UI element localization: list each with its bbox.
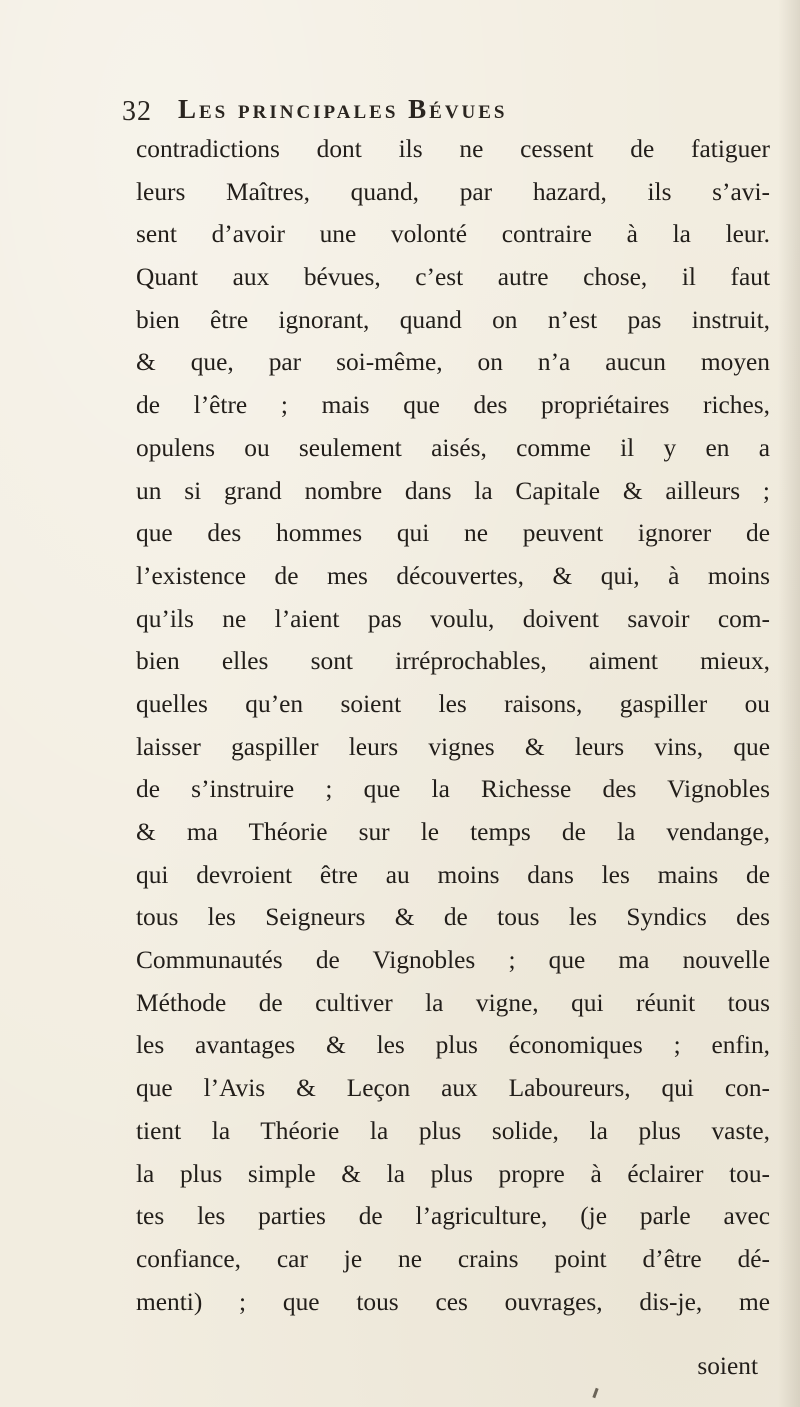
text-line: la plus simple & la plus propre à éclairer tou-: [136, 1159, 770, 1188]
text-line: Quant aux bévues, c’est autre chose, il faut: [136, 263, 770, 292]
ink-mark: [592, 1388, 598, 1398]
text-line: tous les Seigneurs & de tous les Syndics des: [136, 903, 770, 932]
page-number: 32: [122, 96, 152, 127]
text-line: de l’être ; mais que des propriétaires riches,: [136, 391, 770, 420]
text-line: que l’Avis & Leçon aux Laboureurs, qui con-: [136, 1074, 770, 1103]
text-line: bien elles sont irréprochables, aiment mieux,: [136, 647, 770, 676]
text-line: menti) ; que tous ces ouvrages, dis-je, me: [136, 1287, 770, 1316]
text-line: opulens ou seulement aisés, comme il y en a: [136, 433, 770, 462]
text-line: les avantages & les plus économiques ; enfin,: [136, 1031, 770, 1060]
text-line: l’existence de mes découvertes, & qui, à moins: [136, 561, 770, 590]
text-line: quelles qu’en soient les raisons, gaspiller ou: [136, 689, 770, 718]
text-line: bien être ignorant, quand on n’est pas instruit,: [136, 305, 770, 334]
text-line: & ma Théorie sur le temps de la vendange,: [136, 818, 770, 846]
text-line: qui devroient être au moins dans les mains de: [136, 860, 770, 889]
text-line: laisser gaspiller leurs vignes & leurs vins, que: [136, 732, 770, 761]
body-text: [136, 128, 776, 1323]
text-line: tes les parties de l’agriculture, (je parle avec: [136, 1202, 770, 1231]
text-line: que des hommes qui ne peuvent ignorer de: [136, 519, 770, 548]
text-line: sent d’avoir une volonté contraire à la leur.: [136, 220, 770, 249]
text-line: confiance, car je ne crains point d’être dé-: [136, 1244, 770, 1273]
running-title: Les principales Bévues: [178, 94, 508, 124]
text-line: un si grand nombre dans la Capitale & ailleurs ;: [136, 476, 770, 505]
text-line: Méthode de cultiver la vigne, qui réunit tous: [136, 988, 770, 1017]
text-line: Communautés de Vignobles ; que ma nouvelle: [136, 946, 770, 975]
text-line: contradictions dont ils ne cessent de fatiguer: [136, 135, 770, 163]
page-edge-shadow: [778, 0, 800, 1407]
text-line: de s’instruire ; que la Richesse des Vignobles: [136, 775, 770, 804]
text-line: leurs Maîtres, quand, par hazard, ils s’avi-: [136, 177, 770, 206]
text-line: tient la Théorie la plus solide, la plus vaste,: [136, 1116, 770, 1145]
text-line: qu’ils ne l’aient pas voulu, doivent savoir com-: [136, 604, 770, 633]
catchword: soient: [697, 1352, 758, 1380]
text-line: & que, par soi-même, on n’a aucun moyen: [136, 348, 770, 377]
